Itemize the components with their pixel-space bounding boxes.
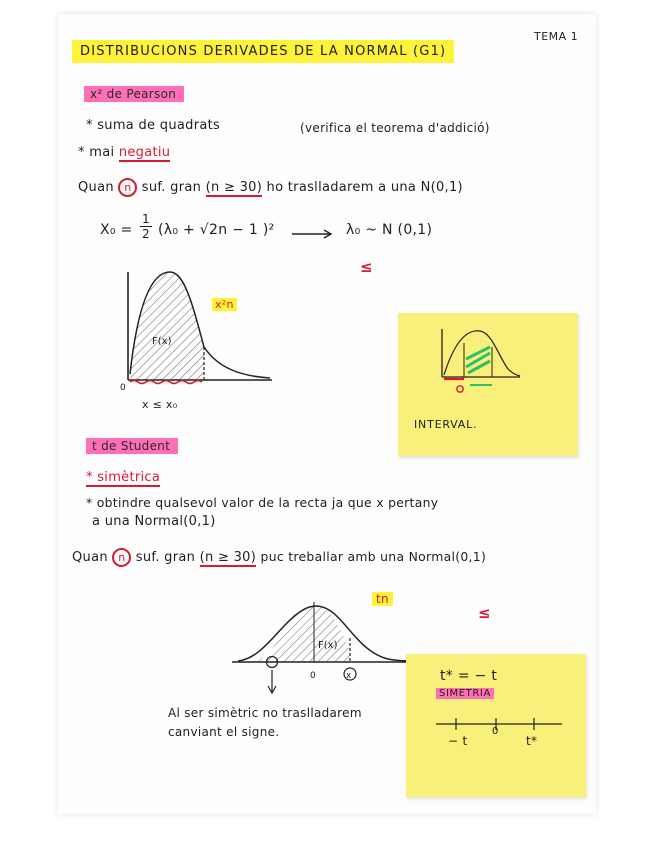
chi-line-3-mid: suf. gran xyxy=(141,180,202,195)
chi-postit xyxy=(398,313,578,456)
t-postit-pos: t* xyxy=(526,734,538,748)
t-student-graph xyxy=(228,590,428,700)
t-line-3 xyxy=(72,548,486,567)
chi-bullet-1: * suma de quadrats xyxy=(86,118,221,133)
chi-red-wavy xyxy=(130,381,202,384)
t-bullet-2: * obtindre qualsevol valor de la recta ja que x pertany xyxy=(86,495,439,510)
formula-fraction xyxy=(140,212,152,241)
formula-frac-den: 2 xyxy=(142,227,150,241)
formula-body: (λ₀ + √2n − 1 )² xyxy=(158,222,275,238)
t-postit-neg: − t xyxy=(448,734,468,748)
tema-label: TEMA 1 xyxy=(534,30,579,43)
chi-postit-sketch xyxy=(436,323,526,393)
t-shaded-area xyxy=(258,606,350,662)
chi-square-graph xyxy=(110,262,280,392)
t-bullet-1-text: * simètrica xyxy=(86,470,161,485)
t-line-3-pre: Quan xyxy=(72,550,108,565)
chi-heading: x² de Pearson xyxy=(84,86,184,102)
chi-leq-sign: ≤ xyxy=(360,258,373,276)
chi-line-3 xyxy=(78,178,463,197)
chi-line-3-n: n xyxy=(118,178,137,197)
t-bullet-2-cont: a una Normal(0,1) xyxy=(92,514,216,529)
chi-postit-label: INTERVAL. xyxy=(414,418,478,431)
chi-graph-xlabel: x ≤ x₀ xyxy=(142,398,178,411)
t-line-3-post: puc treballar amb una Normal(0,1) xyxy=(260,549,487,564)
t-postit-eq: t* = − t xyxy=(440,668,498,684)
t-line-3-mid: suf. gran xyxy=(135,550,196,565)
t-leq-sign: ≤ xyxy=(478,604,491,622)
chi-graph-origin: 0 xyxy=(120,383,126,392)
t-tag: tn xyxy=(372,592,393,606)
formula-right: λ₀ ~ N (0,1) xyxy=(346,222,433,238)
chi-line-3-pre: Quan xyxy=(78,180,114,195)
t-note-line-2: canviant el signe. xyxy=(168,725,280,739)
chi-bullet-2-word: negatiu xyxy=(118,145,171,160)
t-graph-label: F(x) xyxy=(318,640,338,651)
t-postit-zero: 0 xyxy=(492,726,499,737)
chi-line-3-post: ho traslladarem a una N(0,1) xyxy=(266,180,463,195)
t-postit xyxy=(406,654,586,797)
t-line-3-n: n xyxy=(112,548,131,567)
chi-graph-tag: x²n xyxy=(212,298,237,311)
t-line-3-cond: (n ≥ 30) xyxy=(199,550,257,565)
chi-bullet-2-prefix: * mai xyxy=(78,145,115,160)
t-note-line-1: Al ser simètric no traslladarem xyxy=(168,706,362,720)
t-graph-zero: 0 xyxy=(310,671,316,681)
chi-bullet-1-note: (verifica el teorema d'addició) xyxy=(300,121,490,135)
chi-line-3-cond: (n ≥ 30) xyxy=(205,180,263,195)
formula-frac-num: 1 xyxy=(140,212,152,227)
t-graph-x: x xyxy=(346,671,352,681)
chi-bullet-2 xyxy=(78,145,170,160)
t-heading: t de Student xyxy=(86,438,178,454)
chi-shaded-area xyxy=(130,272,204,380)
chi-graph-label: F(x) xyxy=(152,336,172,347)
formula-left: X₀ = xyxy=(100,222,133,238)
t-postit-tag: SIMETRIA xyxy=(436,688,494,699)
page-title: DISTRIBUCIONS DERIVADES DE LA NORMAL (G1) xyxy=(72,40,454,63)
t-bullet-1 xyxy=(86,470,160,485)
formula-arrow xyxy=(290,228,336,240)
